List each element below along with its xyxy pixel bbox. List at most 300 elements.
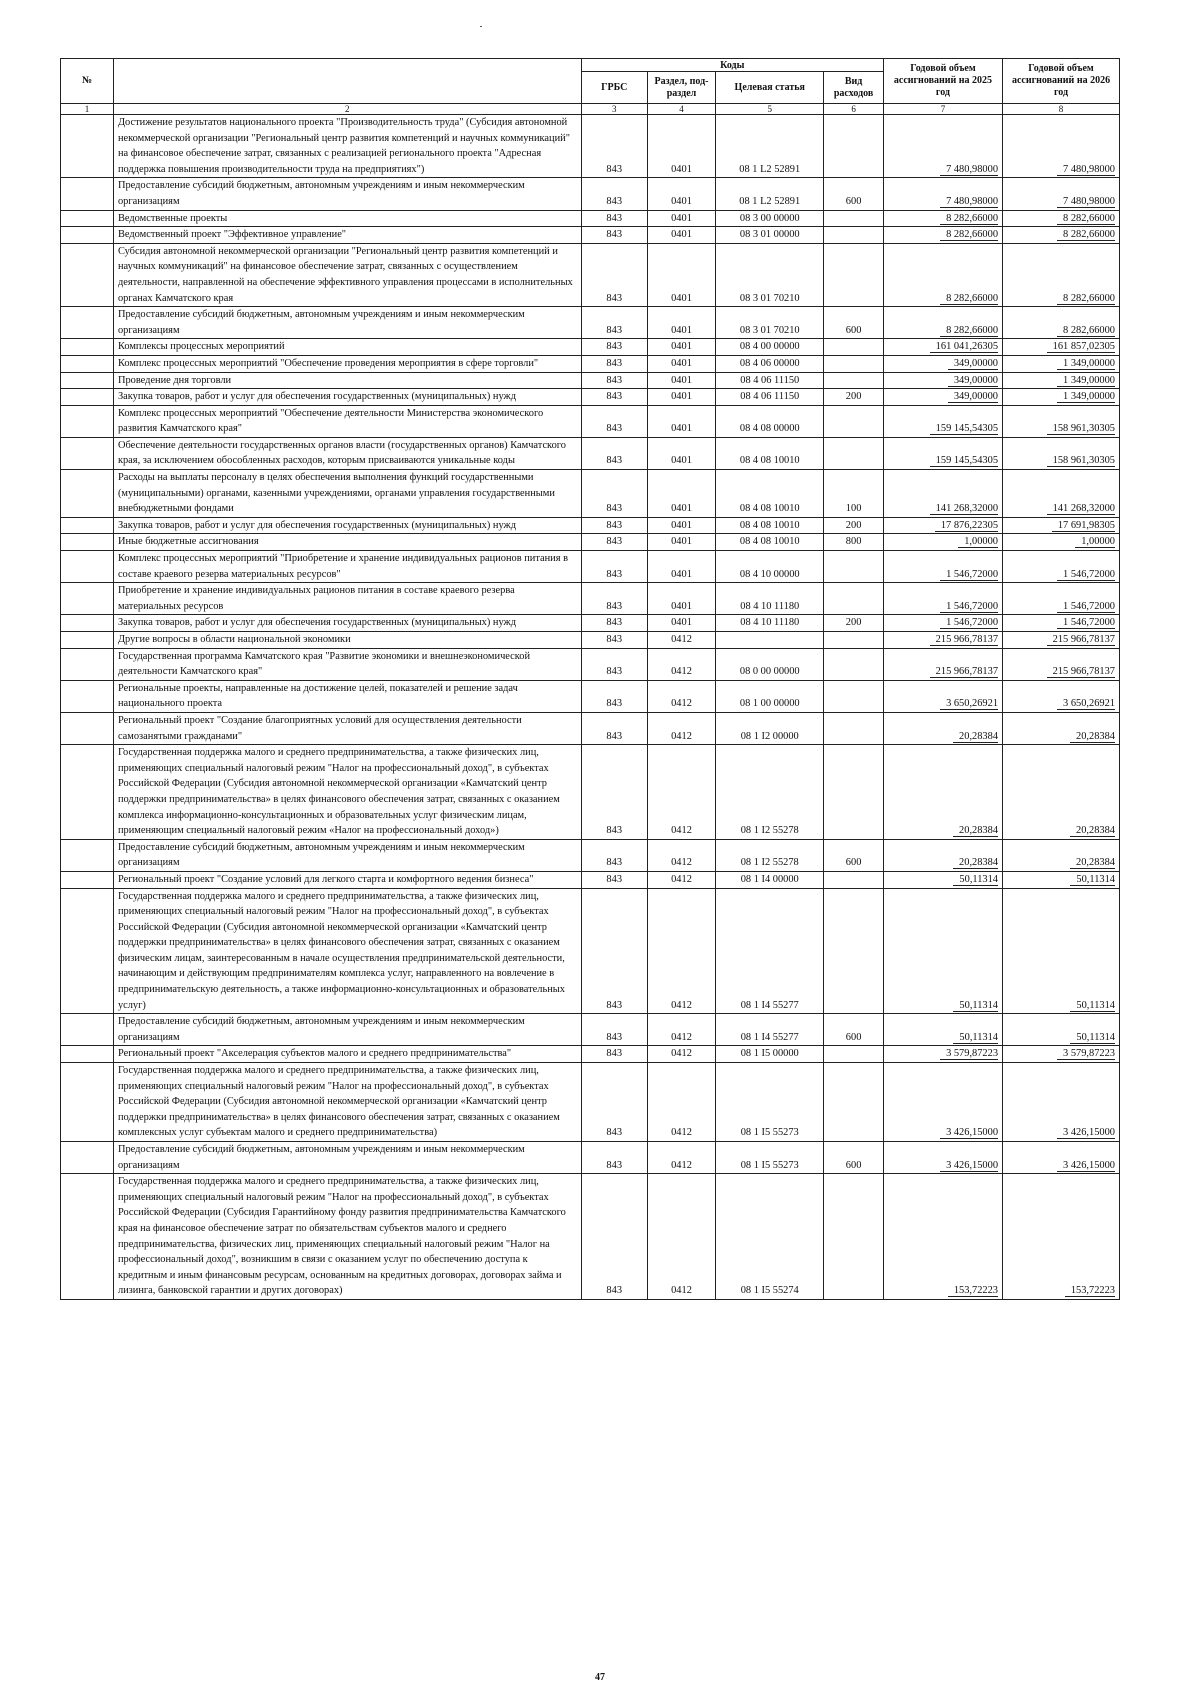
row-section: 0401 (647, 339, 715, 356)
table-row (61, 178, 1120, 210)
row-target: 08 4 08 10010 (716, 534, 824, 551)
col-num: 6 (824, 104, 884, 115)
row-number (61, 389, 114, 406)
row-amount-2025-value: 215 966,78137 (930, 634, 998, 646)
row-amount-2025 (883, 355, 1002, 372)
row-exptype (824, 648, 884, 680)
row-exptype (824, 1063, 884, 1142)
row-amount-2026 (1003, 680, 1120, 712)
row-description: Проведение дня торговли (113, 372, 581, 389)
row-amount-2025 (883, 227, 1002, 244)
row-number (61, 648, 114, 680)
table-row (61, 210, 1120, 227)
row-amount-2025 (883, 1014, 1002, 1046)
row-amount-2025-value: 20,28384 (953, 825, 998, 837)
table-row (61, 517, 1120, 534)
row-target: 08 4 06 11150 (716, 372, 824, 389)
row-exptype (824, 372, 884, 389)
row-amount-2026-value: 141 268,32000 (1047, 503, 1115, 515)
table-row (61, 1014, 1120, 1046)
row-amount-2026-value: 7 480,98000 (1057, 196, 1115, 208)
scan-speck (480, 26, 482, 27)
table-row (61, 632, 1120, 649)
row-amount-2025 (883, 712, 1002, 744)
row-grbs: 843 (581, 680, 647, 712)
row-target: 08 1 I4 55277 (716, 888, 824, 1014)
row-number (61, 355, 114, 372)
row-amount-2025-value: 349,00000 (948, 391, 998, 403)
row-grbs: 843 (581, 888, 647, 1014)
row-number (61, 339, 114, 356)
row-exptype (824, 339, 884, 356)
row-amount-2026 (1003, 389, 1120, 406)
row-target: 08 1 L2 52891 (716, 115, 824, 178)
row-exptype: 200 (824, 517, 884, 534)
row-description: Государственная поддержка малого и среднего предпринимательства, а также физических лиц, применяющих специальный налоговый режим "Налог на профессиональный доход", в субъектах Российской Федерации (Субсидия Гарантийному фонду развития предпринимательства Камчатского края на финансовое обеспечение затрат по обязательствам субъектов малого и среднего предпринимательства, физических лиц, применяющих специальный налоговый режим "Налог на профессиональный доход", возникшим в связи с оказанием услуг по обеспечению доступа к кредитным и иным финансовым ресурсам, основанным на кредитных договорах, договорах займа и лизинга, банковской гарантии и других договорах) (113, 1174, 581, 1300)
row-amount-2025-value: 8 282,66000 (940, 229, 998, 241)
table-row (61, 534, 1120, 551)
row-grbs: 843 (581, 1046, 647, 1063)
row-target: 08 1 I2 00000 (716, 712, 824, 744)
row-section: 0401 (647, 210, 715, 227)
row-section: 0412 (647, 632, 715, 649)
row-number (61, 227, 114, 244)
col-num: 1 (61, 104, 114, 115)
row-amount-2025 (883, 1174, 1002, 1300)
row-exptype (824, 243, 884, 306)
table-row (61, 243, 1120, 306)
row-description: Закупка товаров, работ и услуг для обеспечения государственных (муниципальных) нужд (113, 517, 581, 534)
row-target: 08 4 06 11150 (716, 389, 824, 406)
row-section: 0412 (647, 871, 715, 888)
table-row (61, 551, 1120, 583)
table-row (61, 680, 1120, 712)
row-exptype (824, 355, 884, 372)
row-description: Субсидия автономной некоммерческой организации "Региональный центр развития компетенций и научных коммуникаций" на финансовое обеспечение затрат, связанных с осуществлением деятельности, направленной на обеспечение эффективного управления процессами в исполнительных органах Камчатского края (113, 243, 581, 306)
table-row (61, 389, 1120, 406)
row-target: 08 1 I4 55277 (716, 1014, 824, 1046)
row-description: Ведомственный проект "Эффективное управление" (113, 227, 581, 244)
row-amount-2025-value: 8 282,66000 (940, 325, 998, 337)
row-amount-2025 (883, 517, 1002, 534)
row-description: Предоставление субсидий бюджетным, автономным учреждениям и иным некоммерческим организациям (113, 1014, 581, 1046)
row-amount-2026-value: 1 349,00000 (1057, 391, 1115, 403)
row-number (61, 1142, 114, 1174)
row-exptype (824, 871, 884, 888)
row-amount-2025-value: 20,28384 (953, 857, 998, 869)
row-amount-2026 (1003, 888, 1120, 1014)
row-amount-2025 (883, 680, 1002, 712)
row-target: 08 1 I2 55278 (716, 839, 824, 871)
row-exptype: 800 (824, 534, 884, 551)
row-amount-2026 (1003, 1014, 1120, 1046)
row-grbs: 843 (581, 1142, 647, 1174)
row-amount-2026-value: 50,11314 (1070, 1000, 1115, 1012)
row-grbs: 843 (581, 839, 647, 871)
row-exptype: 600 (824, 1142, 884, 1174)
row-grbs: 843 (581, 372, 647, 389)
row-amount-2026-value: 50,11314 (1070, 1032, 1115, 1044)
row-amount-2025 (883, 389, 1002, 406)
row-section: 0412 (647, 839, 715, 871)
row-description: Комплекс процессных мероприятий "Приобретение и хранение индивидуальных рационов питания в составе краевого резерва материальных ресурсов" (113, 551, 581, 583)
row-section: 0401 (647, 355, 715, 372)
row-grbs: 843 (581, 615, 647, 632)
table-row (61, 339, 1120, 356)
row-grbs: 843 (581, 1174, 647, 1300)
row-amount-2026-value: 8 282,66000 (1057, 229, 1115, 241)
row-exptype: 600 (824, 839, 884, 871)
row-amount-2025 (883, 470, 1002, 518)
row-target: 08 1 00 00000 (716, 680, 824, 712)
row-exptype (824, 227, 884, 244)
row-exptype: 600 (824, 1014, 884, 1046)
row-amount-2026-value: 3 426,15000 (1057, 1127, 1115, 1139)
row-target: 08 1 I5 55274 (716, 1174, 824, 1300)
row-section: 0401 (647, 615, 715, 632)
row-amount-2026 (1003, 517, 1120, 534)
row-exptype (824, 405, 884, 437)
row-exptype: 200 (824, 389, 884, 406)
row-section: 0401 (647, 470, 715, 518)
row-amount-2026-value: 8 282,66000 (1057, 213, 1115, 225)
header-section: Раздел, под-раздел (647, 72, 715, 104)
row-target: 08 3 01 70210 (716, 307, 824, 339)
row-target: 08 3 01 70210 (716, 243, 824, 306)
row-section: 0401 (647, 437, 715, 469)
table-body (61, 115, 1120, 1300)
row-amount-2025-value: 50,11314 (953, 1032, 998, 1044)
row-grbs: 843 (581, 517, 647, 534)
row-number (61, 839, 114, 871)
row-amount-2026-value: 8 282,66000 (1057, 293, 1115, 305)
row-amount-2025 (883, 648, 1002, 680)
row-section: 0401 (647, 372, 715, 389)
row-amount-2026 (1003, 615, 1120, 632)
row-target: 08 1 I5 00000 (716, 1046, 824, 1063)
row-number (61, 583, 114, 615)
row-amount-2025-value: 17 876,22305 (935, 520, 998, 532)
table-row (61, 648, 1120, 680)
row-section: 0412 (647, 888, 715, 1014)
row-amount-2025-value: 159 145,54305 (930, 423, 998, 435)
row-amount-2026 (1003, 115, 1120, 178)
row-number (61, 405, 114, 437)
row-amount-2026 (1003, 210, 1120, 227)
row-target: 08 1 I2 55278 (716, 745, 824, 840)
row-amount-2025 (883, 583, 1002, 615)
col-num: 7 (883, 104, 1002, 115)
col-num: 5 (716, 104, 824, 115)
row-amount-2025 (883, 178, 1002, 210)
row-amount-2026-value: 1 546,72000 (1057, 601, 1115, 613)
row-amount-2025 (883, 888, 1002, 1014)
header-target: Целевая статья (716, 72, 824, 104)
column-number-row (61, 104, 1120, 115)
row-amount-2026-value: 50,11314 (1070, 874, 1115, 886)
table-row (61, 307, 1120, 339)
table-row (61, 888, 1120, 1014)
header-description (113, 59, 581, 104)
row-description: Государственная программа Камчатского края "Развитие экономики и внешнеэкономической деятельности Камчатского края" (113, 648, 581, 680)
row-number (61, 680, 114, 712)
row-amount-2026 (1003, 871, 1120, 888)
row-amount-2026 (1003, 178, 1120, 210)
row-amount-2026-value: 158 961,30305 (1047, 423, 1115, 435)
row-section: 0412 (647, 1174, 715, 1300)
row-section: 0412 (647, 712, 715, 744)
row-amount-2025 (883, 243, 1002, 306)
row-section: 0401 (647, 405, 715, 437)
row-grbs: 843 (581, 1063, 647, 1142)
row-amount-2026-value: 1 546,72000 (1057, 617, 1115, 629)
row-amount-2026-value: 158 961,30305 (1047, 455, 1115, 467)
row-target: 08 4 10 11180 (716, 615, 824, 632)
row-grbs: 843 (581, 534, 647, 551)
row-target: 08 1 I4 00000 (716, 871, 824, 888)
row-amount-2025-value: 8 282,66000 (940, 213, 998, 225)
row-amount-2026-value: 7 480,98000 (1057, 164, 1115, 176)
row-amount-2026 (1003, 243, 1120, 306)
row-amount-2025-value: 1 546,72000 (940, 617, 998, 629)
row-number (61, 534, 114, 551)
row-exptype: 100 (824, 470, 884, 518)
row-amount-2025-value: 349,00000 (948, 358, 998, 370)
row-number (61, 243, 114, 306)
row-number (61, 115, 114, 178)
row-number (61, 888, 114, 1014)
row-target: 08 4 08 00000 (716, 405, 824, 437)
row-section: 0401 (647, 583, 715, 615)
row-description: Региональные проекты, направленные на достижение целей, показателей и решение задач национального проекта (113, 680, 581, 712)
col-num: 8 (1003, 104, 1120, 115)
row-number (61, 372, 114, 389)
row-grbs: 843 (581, 648, 647, 680)
row-amount-2025 (883, 615, 1002, 632)
table-row (61, 871, 1120, 888)
row-number (61, 632, 114, 649)
row-grbs: 843 (581, 745, 647, 840)
row-amount-2025 (883, 115, 1002, 178)
row-amount-2026 (1003, 745, 1120, 840)
row-number (61, 551, 114, 583)
row-number (61, 210, 114, 227)
row-amount-2025 (883, 339, 1002, 356)
row-target: 08 4 10 00000 (716, 551, 824, 583)
row-amount-2025-value: 159 145,54305 (930, 455, 998, 467)
row-exptype (824, 210, 884, 227)
row-amount-2026 (1003, 1046, 1120, 1063)
row-description: Региональный проект "Создание условий для легкого старта и комфортного ведения бизнеса" (113, 871, 581, 888)
row-amount-2026-value: 153,72223 (1065, 1285, 1115, 1297)
row-grbs: 843 (581, 551, 647, 583)
row-target: 08 4 08 10010 (716, 470, 824, 518)
col-num: 3 (581, 104, 647, 115)
row-section: 0401 (647, 243, 715, 306)
budget-table (60, 58, 1120, 1300)
row-amount-2025-value: 161 041,26305 (930, 341, 998, 353)
row-grbs: 843 (581, 437, 647, 469)
row-grbs: 843 (581, 1014, 647, 1046)
row-amount-2025 (883, 745, 1002, 840)
row-amount-2025 (883, 210, 1002, 227)
row-amount-2026-value: 1 349,00000 (1057, 375, 1115, 387)
col-num: 2 (113, 104, 581, 115)
row-section: 0401 (647, 178, 715, 210)
row-number (61, 1014, 114, 1046)
row-description: Закупка товаров, работ и услуг для обеспечения государственных (муниципальных) нужд (113, 615, 581, 632)
row-grbs: 843 (581, 632, 647, 649)
budget-table-page (60, 58, 1120, 1300)
row-description: Приобретение и хранение индивидуальных рационов питания в составе краевого резерва материальных ресурсов (113, 583, 581, 615)
row-amount-2026 (1003, 839, 1120, 871)
row-amount-2026-value: 20,28384 (1070, 731, 1115, 743)
row-number (61, 178, 114, 210)
table-row (61, 115, 1120, 178)
row-amount-2025 (883, 307, 1002, 339)
table-row (61, 1142, 1120, 1174)
row-amount-2026 (1003, 712, 1120, 744)
col-num: 4 (647, 104, 715, 115)
row-grbs: 843 (581, 871, 647, 888)
row-number (61, 745, 114, 840)
row-amount-2026 (1003, 583, 1120, 615)
row-section: 0401 (647, 307, 715, 339)
row-amount-2025-value: 20,28384 (953, 731, 998, 743)
row-section: 0401 (647, 227, 715, 244)
table-row (61, 1046, 1120, 1063)
row-amount-2025-value: 141 268,32000 (930, 503, 998, 515)
row-amount-2025-value: 349,00000 (948, 375, 998, 387)
row-amount-2026-value: 3 579,87223 (1057, 1048, 1115, 1060)
row-target: 08 4 00 00000 (716, 339, 824, 356)
row-amount-2026 (1003, 339, 1120, 356)
row-amount-2025-value: 3 426,15000 (940, 1127, 998, 1139)
row-grbs: 843 (581, 178, 647, 210)
row-description: Региональный проект "Создание благоприятных условий для осуществления деятельности самозанятыми гражданами" (113, 712, 581, 744)
header-2025: Годовой объем ассигнований на 2025 год (883, 59, 1002, 104)
row-section: 0412 (647, 680, 715, 712)
row-amount-2026-value: 20,28384 (1070, 857, 1115, 869)
row-amount-2026-value: 215 966,78137 (1047, 666, 1115, 678)
row-section: 0412 (647, 1046, 715, 1063)
row-amount-2026-value: 8 282,66000 (1057, 325, 1115, 337)
row-section: 0401 (647, 389, 715, 406)
row-amount-2026 (1003, 437, 1120, 469)
row-target: 08 1 I5 55273 (716, 1142, 824, 1174)
row-amount-2026 (1003, 355, 1120, 372)
row-description: Государственная поддержка малого и среднего предпринимательства, а также физических лиц, применяющих специальный налоговый режим "Налог на профессиональный доход", в субъектах Российской Федерации (Субсидия автономной некоммерческой организации «Камчатский центр поддержки предпринимательства» в целях финансового обеспечения затрат, связанных с оказанием комплексных услуг субъектам малого и среднего предпринимательства) (113, 1063, 581, 1142)
header-grbs: ГРБС (581, 72, 647, 104)
row-exptype (824, 551, 884, 583)
row-exptype: 600 (824, 178, 884, 210)
row-exptype (824, 712, 884, 744)
row-grbs: 843 (581, 583, 647, 615)
row-target: 08 4 06 00000 (716, 355, 824, 372)
row-exptype: 600 (824, 307, 884, 339)
row-amount-2025 (883, 871, 1002, 888)
row-number (61, 1174, 114, 1300)
row-amount-2026 (1003, 648, 1120, 680)
row-amount-2025-value: 1 546,72000 (940, 569, 998, 581)
row-target: 08 4 08 10010 (716, 437, 824, 469)
table-row (61, 615, 1120, 632)
row-grbs: 843 (581, 243, 647, 306)
row-number (61, 1046, 114, 1063)
row-amount-2026 (1003, 1142, 1120, 1174)
row-number (61, 517, 114, 534)
row-description: Закупка товаров, работ и услуг для обеспечения государственных (муниципальных) нужд (113, 389, 581, 406)
row-amount-2026 (1003, 307, 1120, 339)
row-amount-2026-value: 20,28384 (1070, 825, 1115, 837)
row-amount-2026 (1003, 227, 1120, 244)
row-amount-2026 (1003, 1063, 1120, 1142)
row-exptype (824, 437, 884, 469)
row-description: Ведомственные проекты (113, 210, 581, 227)
row-exptype (824, 745, 884, 840)
row-section: 0401 (647, 517, 715, 534)
row-target: 08 1 L2 52891 (716, 178, 824, 210)
table-row (61, 470, 1120, 518)
table-row (61, 583, 1120, 615)
row-exptype (824, 1174, 884, 1300)
row-target: 08 4 08 10010 (716, 517, 824, 534)
table-row (61, 355, 1120, 372)
row-grbs: 843 (581, 389, 647, 406)
row-exptype (824, 583, 884, 615)
row-amount-2025-value: 7 480,98000 (940, 196, 998, 208)
row-target: 08 4 10 11180 (716, 583, 824, 615)
row-amount-2026-value: 1 349,00000 (1057, 358, 1115, 370)
row-amount-2026-value: 3 650,26921 (1057, 698, 1115, 710)
table-row (61, 839, 1120, 871)
row-description: Комплексы процессных мероприятий (113, 339, 581, 356)
row-exptype (824, 680, 884, 712)
row-section: 0412 (647, 1014, 715, 1046)
row-amount-2026-value: 161 857,02305 (1047, 341, 1115, 353)
row-description: Достижение результатов национального проекта "Производительность труда" (Субсидия автономной некоммерческой организации "Региональный центр развития компетенций и научных коммуникаций" на финансовое обеспечение затрат, связанных с реализацией регионального проекта "Адресная поддержка повышения производительности труда на предприятиях") (113, 115, 581, 178)
row-exptype: 200 (824, 615, 884, 632)
row-description: Предоставление субсидий бюджетным, автономным учреждениям и иным некоммерческим организациям (113, 178, 581, 210)
table-row (61, 1063, 1120, 1142)
row-amount-2025-value: 1,00000 (958, 536, 998, 548)
row-description: Другие вопросы в области национальной экономики (113, 632, 581, 649)
table-row (61, 227, 1120, 244)
row-number (61, 307, 114, 339)
row-exptype (824, 632, 884, 649)
row-amount-2025-value: 215 966,78137 (930, 666, 998, 678)
row-description: Государственная поддержка малого и среднего предпринимательства, а также физических лиц, применяющих специальный налоговый режим "Налог на профессиональный доход", в субъектах Российской Федерации (Субсидия автономной некоммерческой организации «Камчатский центр поддержки предпринимательства» в целях финансового обеспечения затрат, связанных с оказанием комплекса информационно-консультационных и образовательных услуг физическим лицам, применяющим специальный налоговый режим «Налог на профессиональный доход») (113, 745, 581, 840)
table-row (61, 372, 1120, 389)
row-exptype (824, 1046, 884, 1063)
row-amount-2025 (883, 1063, 1002, 1142)
row-description: Обеспечение деятельности государственных органов власти (государственных органов) Камчатского края, за исключением обособленных расходов, которым присваиваются уникальные коды (113, 437, 581, 469)
row-description: Комплекс процессных мероприятий "Обеспечение деятельности Министерства экономического развития Камчатского края" (113, 405, 581, 437)
row-amount-2025-value: 7 480,98000 (940, 164, 998, 176)
row-section: 0412 (647, 1142, 715, 1174)
row-exptype (824, 115, 884, 178)
row-amount-2025-value: 3 650,26921 (940, 698, 998, 710)
row-description: Иные бюджетные ассигнования (113, 534, 581, 551)
row-target: 08 3 01 00000 (716, 227, 824, 244)
row-amount-2026-value: 215 966,78137 (1047, 634, 1115, 646)
row-section: 0401 (647, 115, 715, 178)
row-target (716, 632, 824, 649)
row-amount-2025 (883, 405, 1002, 437)
row-grbs: 843 (581, 227, 647, 244)
row-number (61, 615, 114, 632)
row-amount-2026 (1003, 1174, 1120, 1300)
